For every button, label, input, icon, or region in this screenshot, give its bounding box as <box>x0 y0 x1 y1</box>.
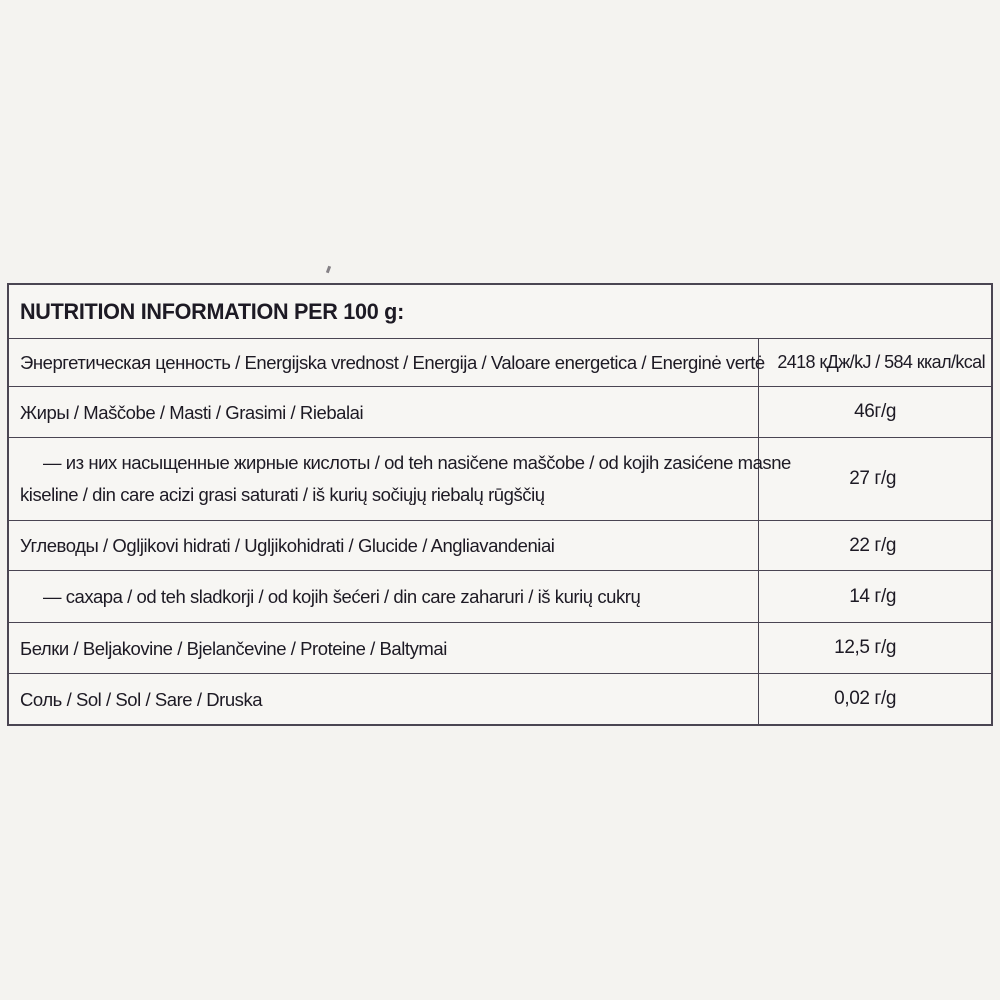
fat-value-cell <box>759 387 991 437</box>
salt-label: Соль / Sol / Sol / Sare / Druska <box>20 688 263 710</box>
sugars-label: — сахара / od teh sladkorji / od kojih šećeri / din care zaharuri / iš kurių cukrų <box>43 586 641 607</box>
nutrition-table <box>7 283 993 726</box>
salt-value-cell <box>759 674 991 724</box>
row-energy <box>9 339 991 387</box>
saturated-fat-value: 27 г/g <box>849 468 896 489</box>
row-protein <box>9 623 991 674</box>
protein-value: 12,5 г/g <box>834 637 896 658</box>
saturated-fat-label-line2: kiseline / din care acizi grasi saturati / iš kurių sočiųjų riebalų rūgščių <box>20 484 545 505</box>
carbohydrates-value: 22 г/g <box>849 534 896 556</box>
table-title-row <box>9 285 991 339</box>
row-carbohydrates <box>9 521 991 571</box>
fat-label-cell <box>9 387 759 437</box>
saturated-fat-label-line1: — из них насыщенные жирные кислоты / od teh nasičene maščobe / od kojih zasićene masne <box>43 452 791 473</box>
protein-value-cell <box>759 623 991 673</box>
table-title: NUTRITION INFORMATION PER 100 g: <box>20 298 404 324</box>
fat-label: Жиры / Maščobe / Masti / Grasimi / Riebalai <box>20 401 364 423</box>
row-fat <box>9 387 991 438</box>
carbohydrates-label-cell <box>9 521 759 570</box>
carbohydrates-label: Углеводы / Ogljikovi hidrati / Ugljikohidrati / Glucide / Angliavandeniai <box>20 535 555 556</box>
energy-value: 2418 кДж/kJ / 584 ккал/kcal <box>777 352 985 372</box>
row-salt <box>9 674 991 724</box>
protein-label: Белки / Beljakovine / Bjelančevine / Proteine / Baltymai <box>20 637 447 659</box>
sugars-value-cell <box>759 571 991 622</box>
saturated-fat-label-cell <box>9 438 791 520</box>
sugars-value: 14 г/g <box>849 585 896 607</box>
fat-value: 46г/g <box>854 401 896 422</box>
row-saturated-fat <box>9 438 991 521</box>
sugars-label-cell <box>9 571 759 622</box>
energy-label: Энергетическая ценность / Energijska vrednost / Energija / Valoare energetica / Energinė vertė <box>20 352 765 373</box>
saturated-fat-value-cell <box>759 438 991 520</box>
carbohydrates-value-cell <box>759 521 991 570</box>
energy-label-cell <box>9 339 765 386</box>
print-mark <box>326 266 331 274</box>
salt-value: 0,02 г/g <box>834 688 896 709</box>
salt-label-cell <box>9 674 759 724</box>
energy-value-cell <box>759 339 991 386</box>
row-sugars <box>9 571 991 623</box>
protein-label-cell <box>9 623 759 673</box>
